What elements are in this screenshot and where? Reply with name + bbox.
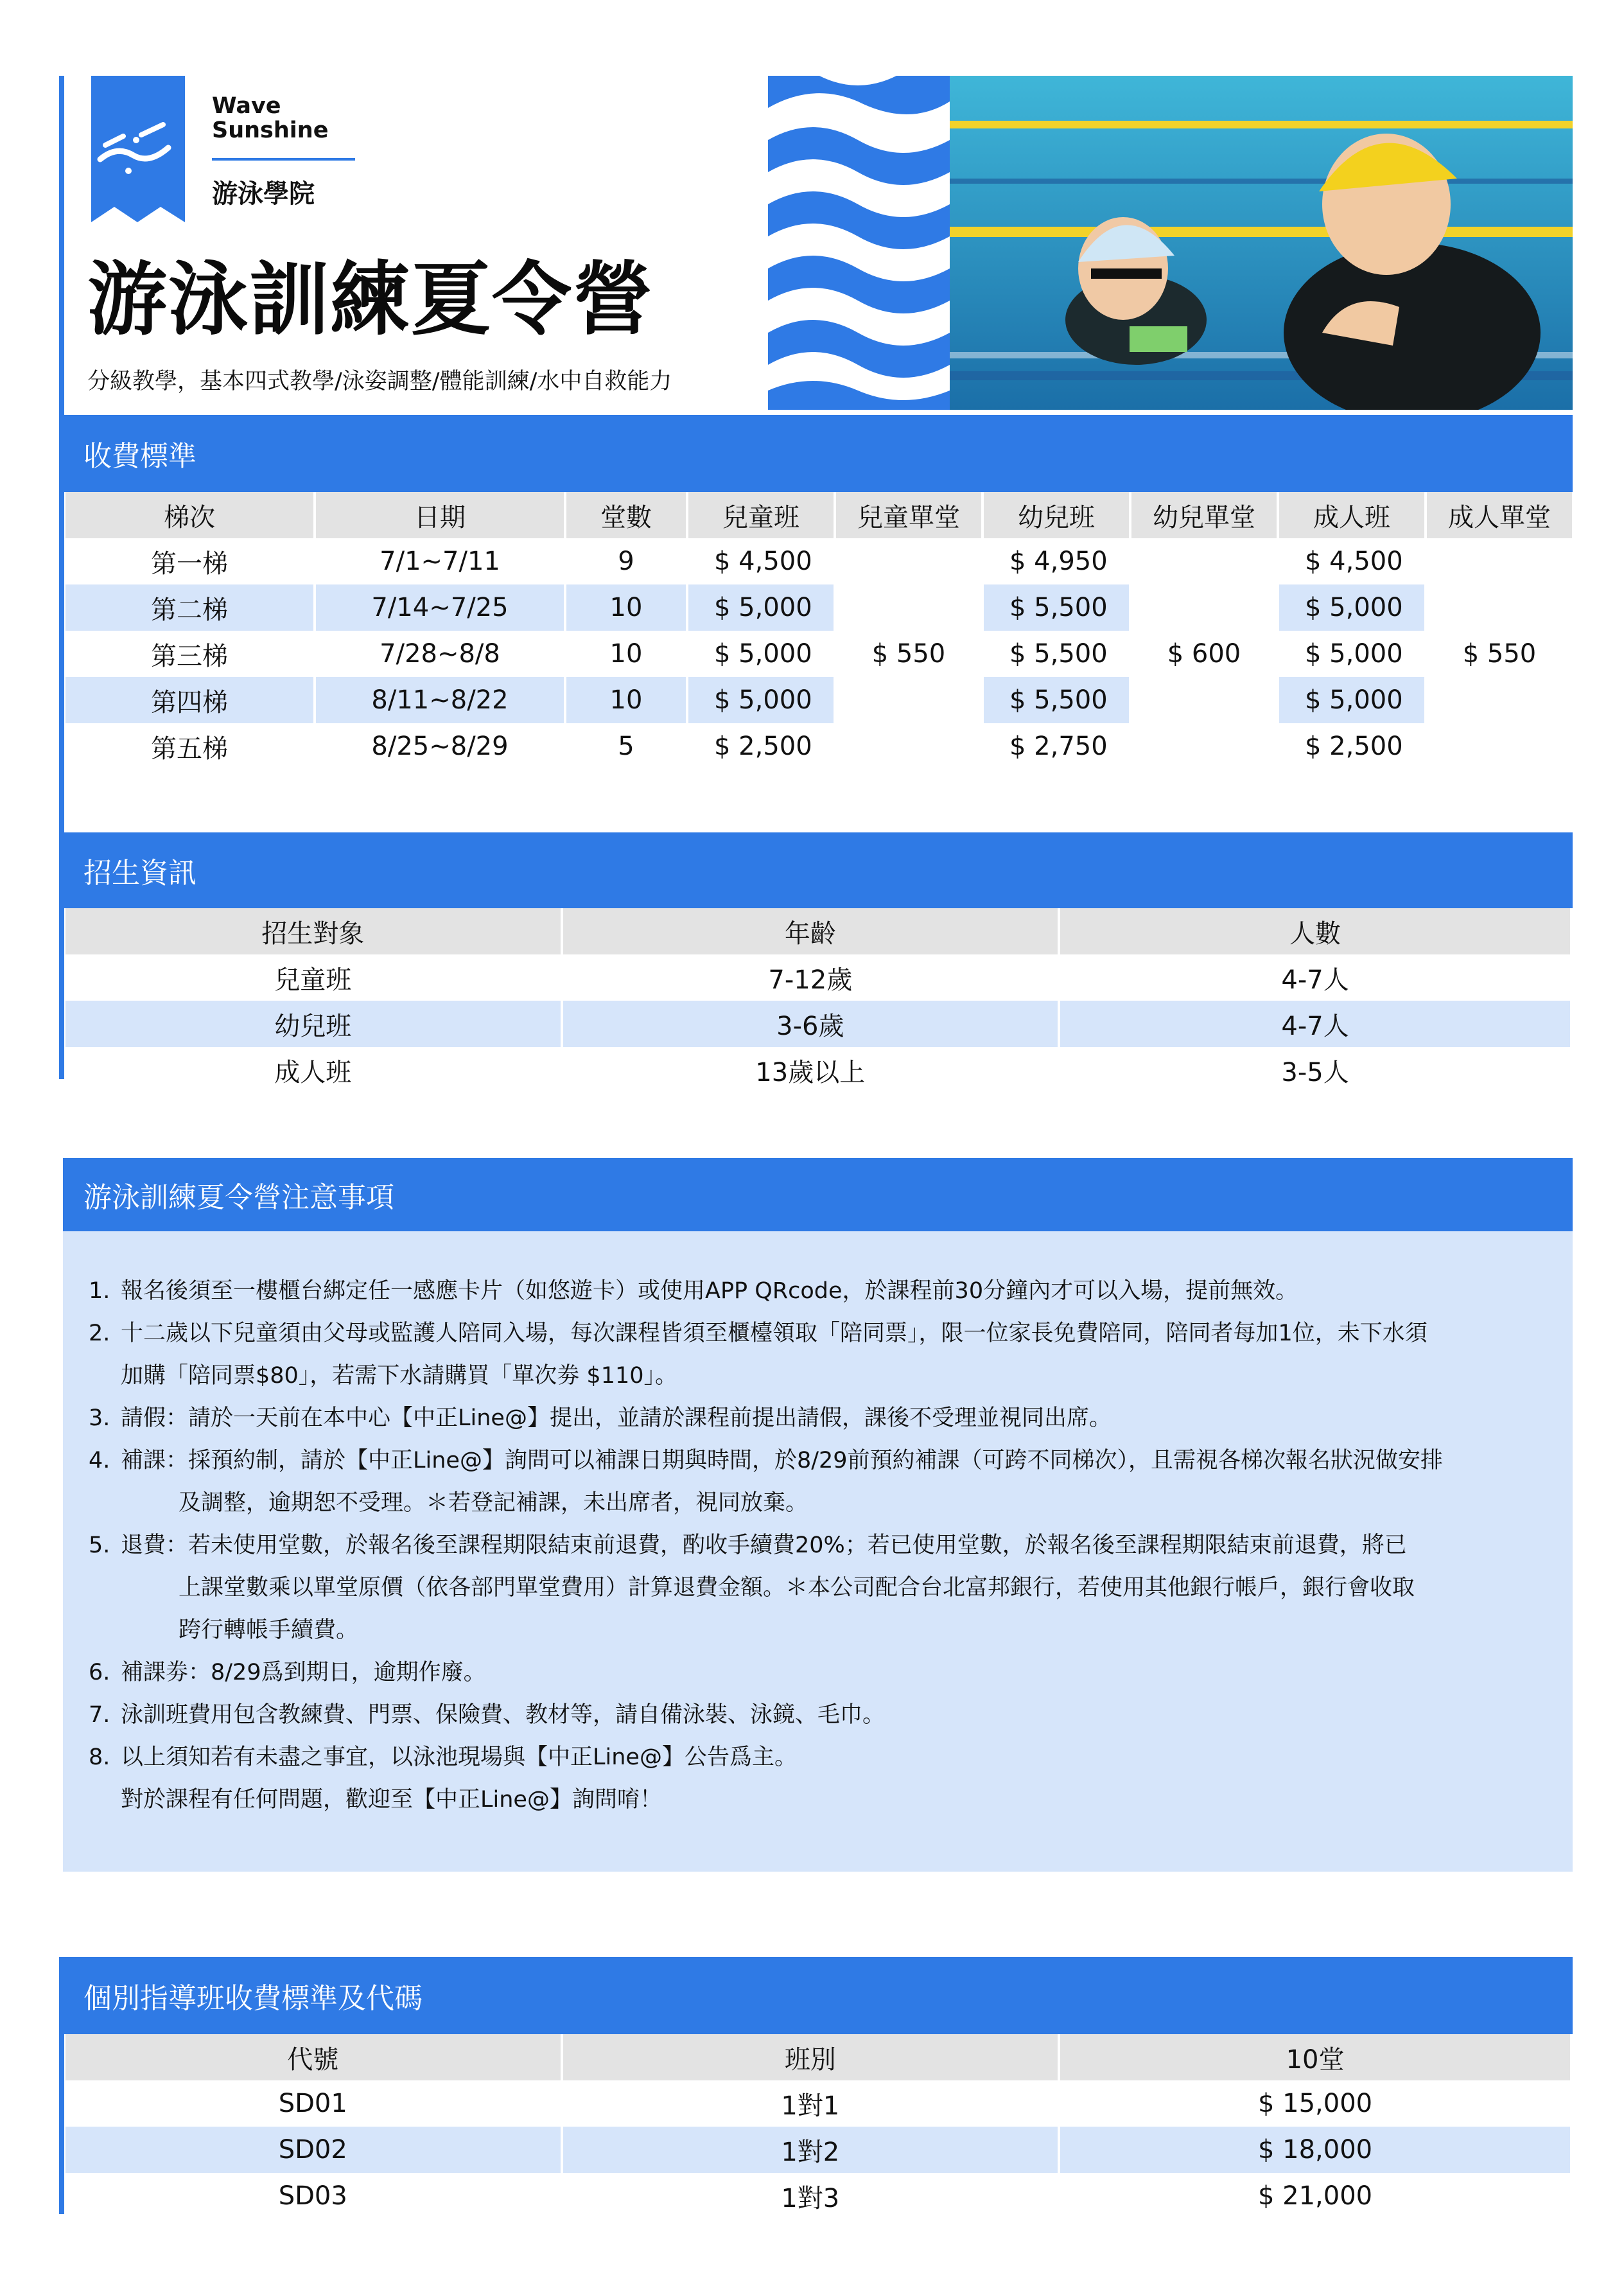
- fees-section-header: 收費標準: [63, 415, 1573, 492]
- brand-name-en: [212, 94, 328, 143]
- date-cell: 8/25~8/29: [371, 732, 509, 761]
- sessions-cell: 10: [566, 677, 686, 723]
- term-cell: 第五梯: [151, 734, 228, 764]
- col-header-10-sessions: 10堂: [1060, 2034, 1570, 2080]
- fees-table: [63, 492, 1575, 769]
- notes-list: [89, 1270, 1540, 1821]
- term-cell: 第二梯: [65, 584, 313, 631]
- list-item: 3. 請假：請於一天前在本中心【中正Line@】提出，並請於課程前提出請假，課後不受理並視同出席。: [89, 1405, 1112, 1431]
- wave-pattern-graphic: [768, 76, 950, 410]
- headcount-cell: 4-7人: [1060, 1001, 1570, 1047]
- child-price-cell: $ 5,000: [688, 584, 834, 631]
- toddler-price-cell: $ 2,750: [1009, 732, 1108, 761]
- table-row: [65, 1047, 1570, 1093]
- list-item: 5. 退費：若未使用堂數，於報名後至課程期限結束前退費，酌收手續費20%；若已使用堂數，於報名後至課程期限結束前退費，將已 上課堂數乘以單堂原價（依各部門單堂費用）計算退費金額。＊本公司配合台北富邦銀行，若使用其他銀行帳戶，銀行會收取 跨行轉帳手續費。: [89, 1533, 1415, 1643]
- date-cell: 7/1~7/11: [380, 547, 500, 576]
- enroll-section-header: 招生資訊: [63, 832, 1573, 908]
- list-item: 1. 報名後須至一樓櫃台綁定任一感應卡片（如悠遊卡）或使用APP QRcode，於課程前30分鐘內才可以入場，提前無效。: [89, 1278, 1298, 1304]
- code-cell: SD03: [278, 2181, 347, 2211]
- adult-price-cell: $ 5,000: [1279, 584, 1424, 631]
- class-cell: 1對1: [781, 2091, 840, 2121]
- brand-line-1: Wave: [212, 93, 281, 119]
- term-cell: 第一梯: [151, 549, 228, 579]
- notes-panel: [63, 1231, 1573, 1872]
- col-header-adult-single: 成人單堂: [1427, 492, 1572, 538]
- col-header-class: 班別: [563, 2034, 1058, 2080]
- table-row: [65, 584, 1572, 631]
- sessions-cell: 10: [609, 639, 643, 669]
- page-title: 游泳訓練夏令營: [87, 254, 654, 346]
- price-cell: $ 21,000: [1257, 2181, 1373, 2211]
- col-header-target: 招生對象: [65, 908, 561, 954]
- target-cell: 幼兒班: [65, 1001, 561, 1047]
- table-row: [65, 538, 1572, 584]
- child-price-cell: $ 2,500: [714, 732, 812, 761]
- list-item: 7. 泳訓班費用包含教練費、門票、保險費、教材等，請自備泳裝、泳鏡、毛巾。: [89, 1702, 886, 1728]
- table-row: [65, 954, 1570, 1001]
- target-cell: 成人班: [274, 1057, 352, 1087]
- sessions-cell: 5: [618, 732, 634, 761]
- private-section-header: 個別指導班收費標準及代碼: [63, 1957, 1573, 2034]
- enroll-table: [63, 908, 1573, 1093]
- wave-logo-icon: [91, 76, 185, 222]
- col-header-sessions: 堂數: [566, 492, 686, 538]
- sessions-cell: 10: [566, 584, 686, 631]
- term-cell: 第三梯: [151, 641, 228, 671]
- col-header-age: 年齡: [563, 908, 1058, 954]
- date-cell: 8/11~8/22: [316, 677, 564, 723]
- table-row: [65, 723, 1572, 769]
- adult-single-price: $ 550: [1462, 639, 1537, 669]
- code-cell: SD01: [278, 2089, 347, 2118]
- col-header-date: 日期: [316, 492, 564, 538]
- table-row: [65, 1001, 1570, 1047]
- col-header-adult: 成人班: [1279, 492, 1424, 538]
- class-cell: 1對2: [563, 2127, 1058, 2173]
- headcount-cell: 4-7人: [1281, 965, 1349, 995]
- list-item: 8. 以上須知若有未盡之事宜，以泳池現場與【中正Line@】公告爲主。: [89, 1744, 797, 1770]
- page-subtitle: 分級教學，基本四式教學/泳姿調整/體能訓練/水中自救能力: [87, 369, 672, 394]
- price-cell: $ 15,000: [1257, 2089, 1373, 2118]
- sessions-cell: 9: [618, 547, 634, 576]
- fees-header-row: [65, 492, 1572, 538]
- pool-photo: [950, 76, 1573, 410]
- age-cell: 13歲以上: [755, 1057, 866, 1087]
- child-single-price: $ 550: [871, 639, 946, 669]
- term-cell: 第四梯: [65, 677, 313, 723]
- table-row: [65, 2080, 1570, 2127]
- brand-line-2: Sunshine: [212, 118, 329, 143]
- brand-divider: [212, 158, 355, 161]
- toddler-price-cell: $ 4,950: [1009, 547, 1108, 576]
- date-cell: 7/14~7/25: [316, 584, 564, 631]
- table-row: [65, 677, 1572, 723]
- col-header-code: 代號: [65, 2034, 561, 2080]
- list-item: 2. 十二歲以下兒童須由父母或監護人陪同入場，每次課程皆須至櫃檯領取「陪同票」，限一位家長免費陪同，陪同者每加1位，未下水須 加購「陪同票$80」，若需下水請購買「單次劵 $110」。: [89, 1321, 1428, 1389]
- adult-price-cell: $ 4,500: [1305, 547, 1403, 576]
- notes-contact-line: 對於課程有任何問題，歡迎至【中正Line@】詢問唷！: [121, 1787, 662, 1813]
- adult-price-cell: $ 2,500: [1305, 732, 1403, 761]
- list-item: 4. 補課：採預約制，請於【中正Line@】詢問可以補課日期與時間，於8/29前預約補課（可跨不同梯次），且需視各梯次報名狀況做安排 及調整，逾期恕不受理。＊若登記補課，未出席者，視同放棄。: [89, 1448, 1444, 1516]
- enroll-header-row: [65, 908, 1570, 954]
- target-cell: 兒童班: [274, 965, 352, 995]
- date-cell: 7/28~8/8: [380, 639, 500, 669]
- col-header-toddler-single: 幼兒單堂: [1131, 492, 1277, 538]
- child-price-cell: $ 4,500: [714, 547, 812, 576]
- table-row: [65, 2173, 1570, 2219]
- toddler-price-cell: $ 5,500: [1009, 639, 1108, 669]
- col-header-headcount: 人數: [1060, 908, 1570, 954]
- headcount-cell: 3-5人: [1281, 1057, 1349, 1087]
- col-header-child-single: 兒童單堂: [836, 492, 981, 538]
- notes-section-header: 游泳訓練夏令營注意事項: [63, 1158, 1573, 1231]
- list-item: 6. 補課劵：8/29爲到期日，逾期作廢。: [89, 1660, 486, 1685]
- col-header-term: 梯次: [65, 492, 313, 538]
- child-price-cell: $ 5,000: [714, 639, 812, 669]
- price-cell: $ 18,000: [1060, 2127, 1570, 2173]
- col-header-child: 兒童班: [688, 492, 834, 538]
- adult-price-cell: $ 5,000: [1279, 677, 1424, 723]
- class-cell: 1對3: [781, 2183, 840, 2213]
- child-price-cell: $ 5,000: [688, 677, 834, 723]
- private-table: [63, 2034, 1573, 2219]
- adult-price-cell: $ 5,000: [1305, 639, 1403, 669]
- toddler-price-cell: $ 5,500: [984, 677, 1129, 723]
- toddler-price-cell: $ 5,500: [984, 584, 1129, 631]
- col-header-toddler: 幼兒班: [984, 492, 1129, 538]
- table-row: [65, 631, 1572, 677]
- code-cell: SD02: [65, 2127, 561, 2173]
- private-header-row: [65, 2034, 1570, 2080]
- toddler-single-price: $ 600: [1167, 639, 1241, 669]
- age-cell: 7-12歲: [768, 965, 853, 995]
- table-row: [65, 2127, 1570, 2173]
- brand-name-zh: 游泳學院: [212, 179, 315, 209]
- age-cell: 3-6歲: [563, 1001, 1058, 1047]
